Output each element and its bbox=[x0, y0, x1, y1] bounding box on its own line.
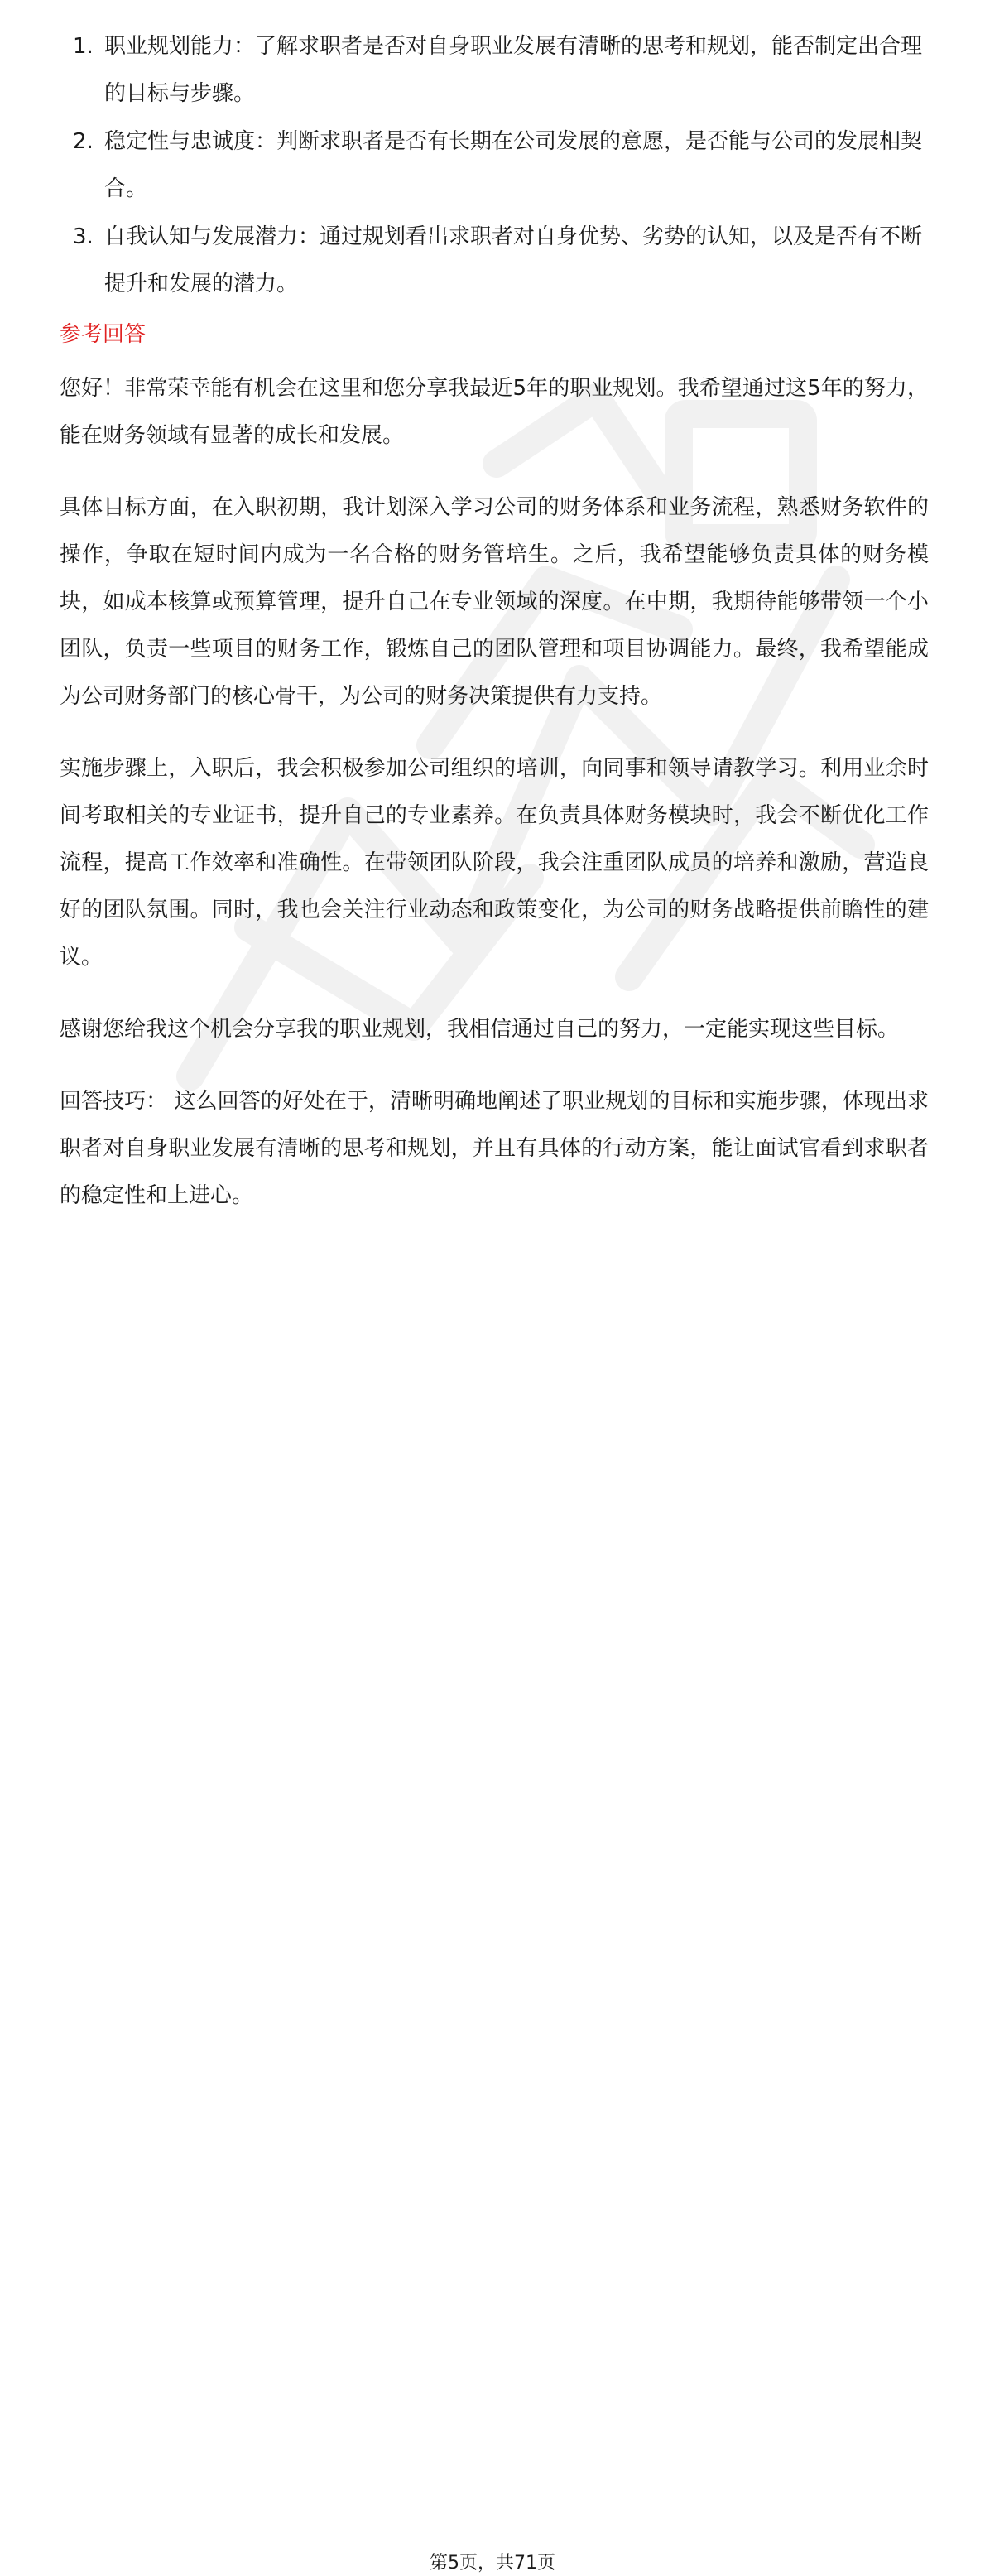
paragraph-greeting: 您好！非常荣幸能有机会在这里和您分享我最近5年的职业规划。我希望通过这5年的努力，能在财务领域有显著的成长和发展。 bbox=[60, 376, 929, 448]
list-item bbox=[60, 23, 929, 118]
paragraph-goals: 具体目标方面，在入职初期，我计划深入学习公司的财务体系和业务流程，熟悉财务软件的操作，争取在短时间内成为一名合格的财务管培生。之后，我希望能够负责具体的财务模块，如成本核算或预算管理，提升自己在专业领域的深度。在中期，我期待能够带领一个小团队，负责一些项目的财务工作，锻炼自己的团队管理和项目协调能力。最终，我希望能成为公司财务部门的核心骨干，为公司的财务决策提供有力支持。 bbox=[60, 495, 929, 709]
paragraph-steps: 实施步骤上，入职后，我会积极参加公司组织的培训，向同事和领导请教学习。利用业余时间考取相关的专业证书，提升自己的专业素养。在负责具体财务模块时，我会不断优化工作流程，提高工作效率和准确性。在带领团队阶段，我会注重团队成员的培养和激励，营造良好的团队氛围。同时，我也会关注行业动态和政策变化，为公司的财务战略提供前瞻性的建议。 bbox=[60, 756, 929, 970]
main-content bbox=[60, 23, 929, 1220]
section-heading: 参考回答 bbox=[60, 322, 147, 347]
list-item-number: 3. bbox=[73, 224, 94, 249]
criteria-list bbox=[60, 23, 929, 308]
list-item-text: 稳定性与忠诚度：判断求职者是否有长期在公司发展的意愿，是否能与公司的发展相契合。 bbox=[104, 129, 923, 201]
list-item-text: 自我认知与发展潜力：通过规划看出求职者对自身优势、劣势的认知，以及是否有不断提升和发展的潜力。 bbox=[104, 224, 923, 296]
page-number-footer: 第5页，共71页 bbox=[430, 2553, 555, 2574]
list-item-text: 职业规划能力：了解求职者是否对自身职业发展有清晰的思考和规划，能否制定出合理的目标与步骤。 bbox=[104, 34, 923, 106]
list-item bbox=[60, 118, 929, 213]
list-item bbox=[60, 214, 929, 308]
paragraph-tips: 回答技巧： 这么回答的好处在于，清晰明确地阐述了职业规划的目标和实施步骤，体现出求职者对自身职业发展有清晰的思考和规划，并且有具体的行动方案，能让面试官看到求职者的稳定性和上进心。 bbox=[60, 1089, 929, 1208]
list-item-number: 2. bbox=[73, 129, 94, 154]
paragraph-thanks: 感谢您给我这个机会分享我的职业规划，我相信通过自己的努力，一定能实现这些目标。 bbox=[60, 1017, 900, 1042]
list-item-number: 1. bbox=[73, 34, 94, 59]
